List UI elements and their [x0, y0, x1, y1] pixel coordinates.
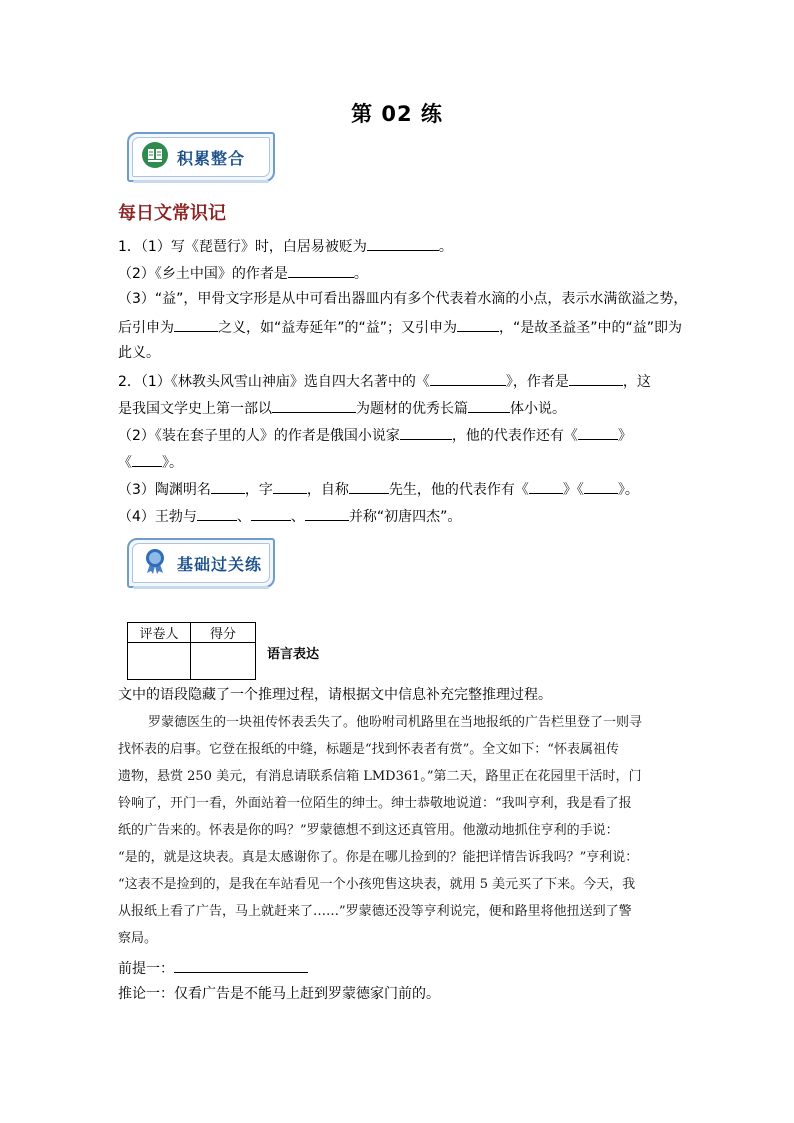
- banner-accumulation: [127, 132, 273, 182]
- page-title: 第 02 练: [351, 102, 443, 126]
- story-line: 纸的广告来的。怀表是你的吗？”罗蒙德想不到这还真管用。他激动地抓住亨利的手说：: [118, 823, 619, 838]
- q2-part3: （3）陶渊明名 ，字 ，自称 先生，他的代表作有《 》《 》。: [118, 479, 678, 499]
- inference-one: 推论一：仅看广告是不能马上赶到罗蒙德家门前的。: [118, 986, 440, 1002]
- story-line: “是的，就是这块表。真是太感谢你了。你是在哪儿捡到的？能把详情告诉我吗？”亨利说：: [118, 850, 639, 865]
- premise-one: 前提一：: [118, 958, 678, 978]
- q1-part3-line2: 后引申为 之义，如“益寿延年”的“益”；又引申为 ，“是故圣益圣”中的“益”即为: [118, 317, 678, 337]
- story-line: 铃响了，开门一看，外面站着一位陌生的绅士。绅士恭敬地说道：“我叫亨利，我是看了报: [118, 796, 632, 811]
- section-heading: 每日文常识记: [118, 203, 226, 224]
- instruction: 文中的语段隐藏了一个推理过程，请根据文中信息补充完整推理过程。: [118, 687, 552, 703]
- q2-part1-line1: 2．（1）《林教头风雪山神庙》选自四大名著中的《 》，作者是 ，这: [118, 371, 678, 391]
- q2-part4: （4）王勃与 、 、 并称“初唐四杰”。: [118, 506, 678, 526]
- book-icon: [141, 141, 169, 169]
- premise-answer-blank[interactable]: [174, 958, 308, 973]
- q2-part2-line2: 《 》。: [118, 452, 678, 472]
- grader-header: 评卷人: [128, 623, 191, 643]
- banner-basic-practice: [127, 538, 273, 588]
- block-label: 语言表达: [267, 647, 320, 662]
- q1-part3-line1: （3）“益”，甲骨文字形是从中可看出器皿内有多个代表着水滴的小点，表示水满欲溢之势，: [118, 291, 688, 307]
- score-table: [127, 622, 256, 680]
- grader-cell[interactable]: [128, 643, 191, 680]
- q1-part2: （2）《乡土中国》的作者是 。: [118, 263, 678, 283]
- story-line: 找怀表的启事。它登在报纸的中缝，标题是“找到怀表者有赏”。全文如下：“怀表属祖传: [118, 742, 619, 757]
- story-line: “这表不是捡到的，是我在车站看见一个小孩兜售这块表，就用 5 美元买了下来。今天，我: [118, 877, 636, 892]
- story-line: 遗物，悬赏 250 美元，有消息请联系信箱 LMD361。”第二天，路里正在花园里干活时，门: [118, 769, 642, 784]
- q1-part3-line3: 此义。: [118, 345, 160, 361]
- banner-label: 基础过关练: [177, 555, 263, 574]
- story-line: 从报纸上看了广告，马上就赶来了……”罗蒙德还没等亨利说完，便和路里将他扭送到了警: [118, 904, 632, 919]
- story-line: 罗蒙德医生的一块祖传怀表丢失了。他吩咐司机路里在当地报纸的广告栏里登了一则寻: [148, 715, 643, 730]
- q2-part2-line1: （2）《装在套子里的人》的作者是俄国小说家 ，他的代表作还有《 》: [118, 425, 678, 445]
- score-cell[interactable]: [191, 643, 256, 680]
- medal-icon: [141, 547, 169, 575]
- q1-part1: 1．（1）写《琵琶行》时，白居易被贬为 。: [118, 236, 678, 256]
- score-header: 得分: [191, 623, 256, 643]
- banner-label: 积累整合: [177, 149, 246, 168]
- story-line: 察局。: [118, 931, 158, 946]
- q2-part1-line2: 是我国文学史上第一部以 为题材的优秀长篇 体小说。: [118, 398, 678, 418]
